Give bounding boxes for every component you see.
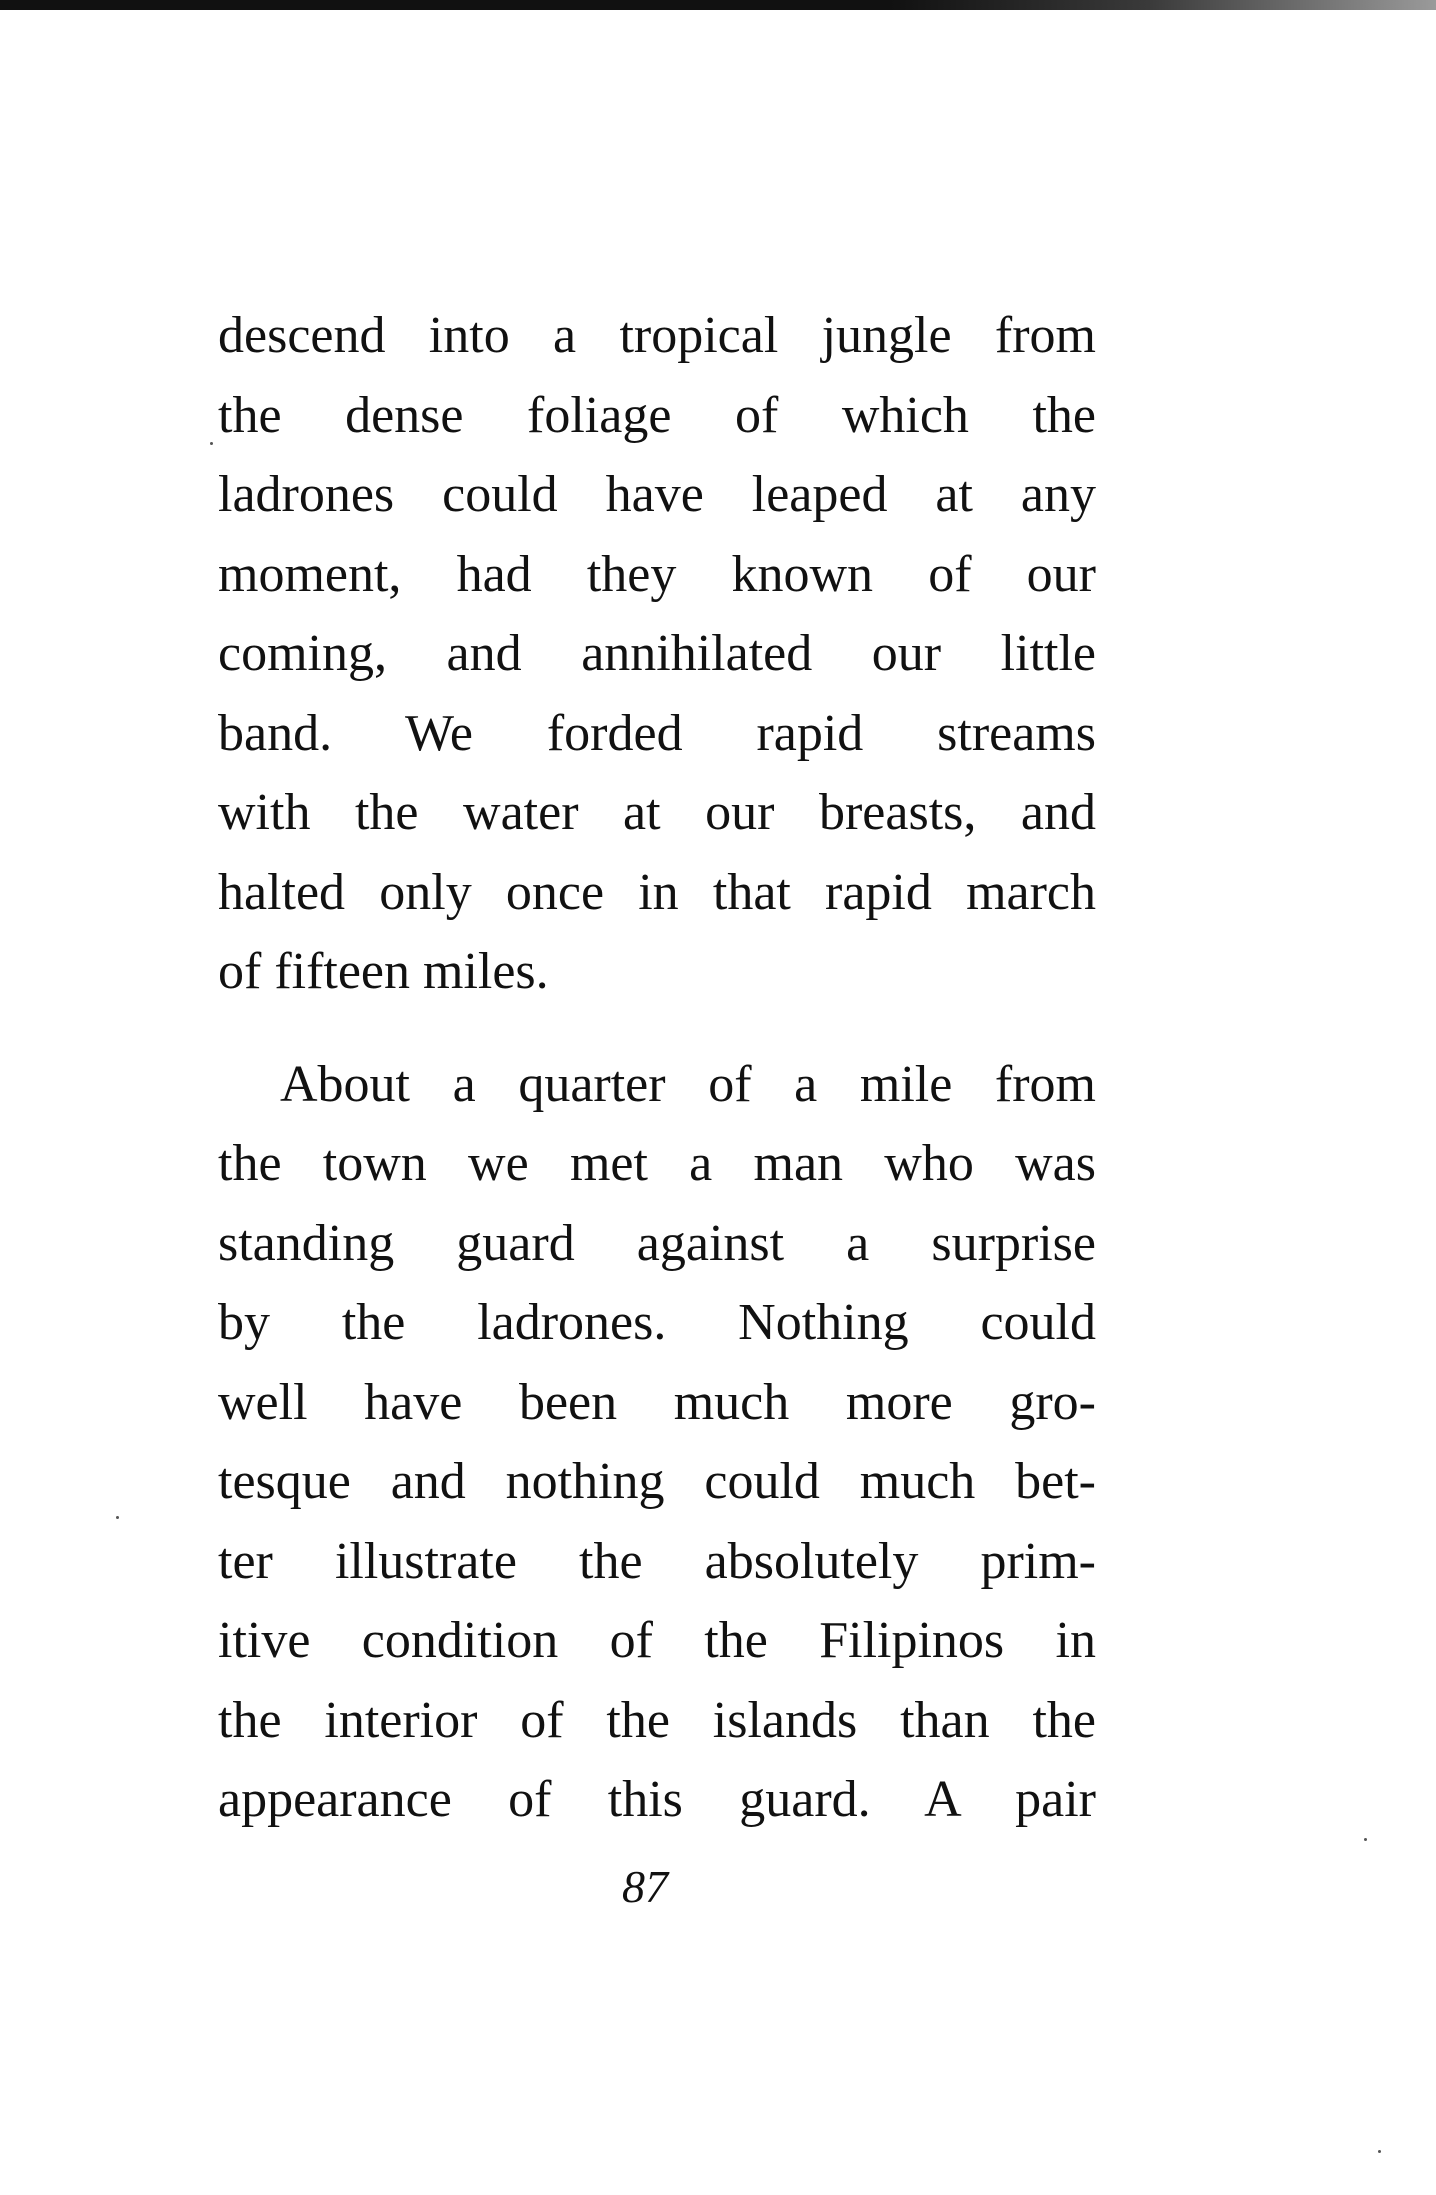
text-line: halted only once in that rapid march <box>218 863 1096 921</box>
text-line: ter illustrate the absolutely prim- <box>218 1532 1096 1590</box>
text-line: ladrones could have leaped at any <box>218 466 1096 523</box>
text-line: coming, and annihilated our little <box>218 625 1096 682</box>
text-line: the dense foliage of which the <box>218 386 1096 444</box>
paper-speck <box>1364 1838 1367 1841</box>
text-line: moment, had they known of our <box>218 545 1096 603</box>
paper-speck <box>210 442 213 445</box>
page-number: 87 <box>622 1861 668 1912</box>
text-line: with the water at our breasts, and <box>218 784 1096 841</box>
paragraph-1 <box>218 296 1096 1012</box>
top-border-rule <box>0 0 1436 10</box>
paper-speck <box>1378 2150 1381 2153</box>
text-line: by the ladrones. Nothing could <box>218 1294 1096 1351</box>
text-line: descend into a tropical jungle from <box>218 307 1096 364</box>
paragraph-2 <box>218 1045 1096 1840</box>
text-line: band. We forded rapid streams <box>218 704 1096 762</box>
text-line: of fifteen miles. <box>218 943 549 1000</box>
text-line: the interior of the islands than the <box>218 1691 1096 1749</box>
paragraph-gap <box>218 1012 1096 1045</box>
text-line: standing guard against a surprise <box>218 1214 1096 1272</box>
text-line: well have been much more gro- <box>218 1373 1096 1431</box>
page-body <box>218 296 1096 1840</box>
text-line: tesque and nothing could much bet- <box>218 1453 1096 1510</box>
text-line: itive condition of the Filipinos in <box>218 1612 1096 1669</box>
text-line: the town we met a man who was <box>218 1135 1096 1192</box>
text-line: appearance of this guard. A pair <box>218 1771 1096 1828</box>
paper-speck <box>116 1516 119 1519</box>
text-line: About a quarter of a mile from <box>280 1055 1096 1113</box>
